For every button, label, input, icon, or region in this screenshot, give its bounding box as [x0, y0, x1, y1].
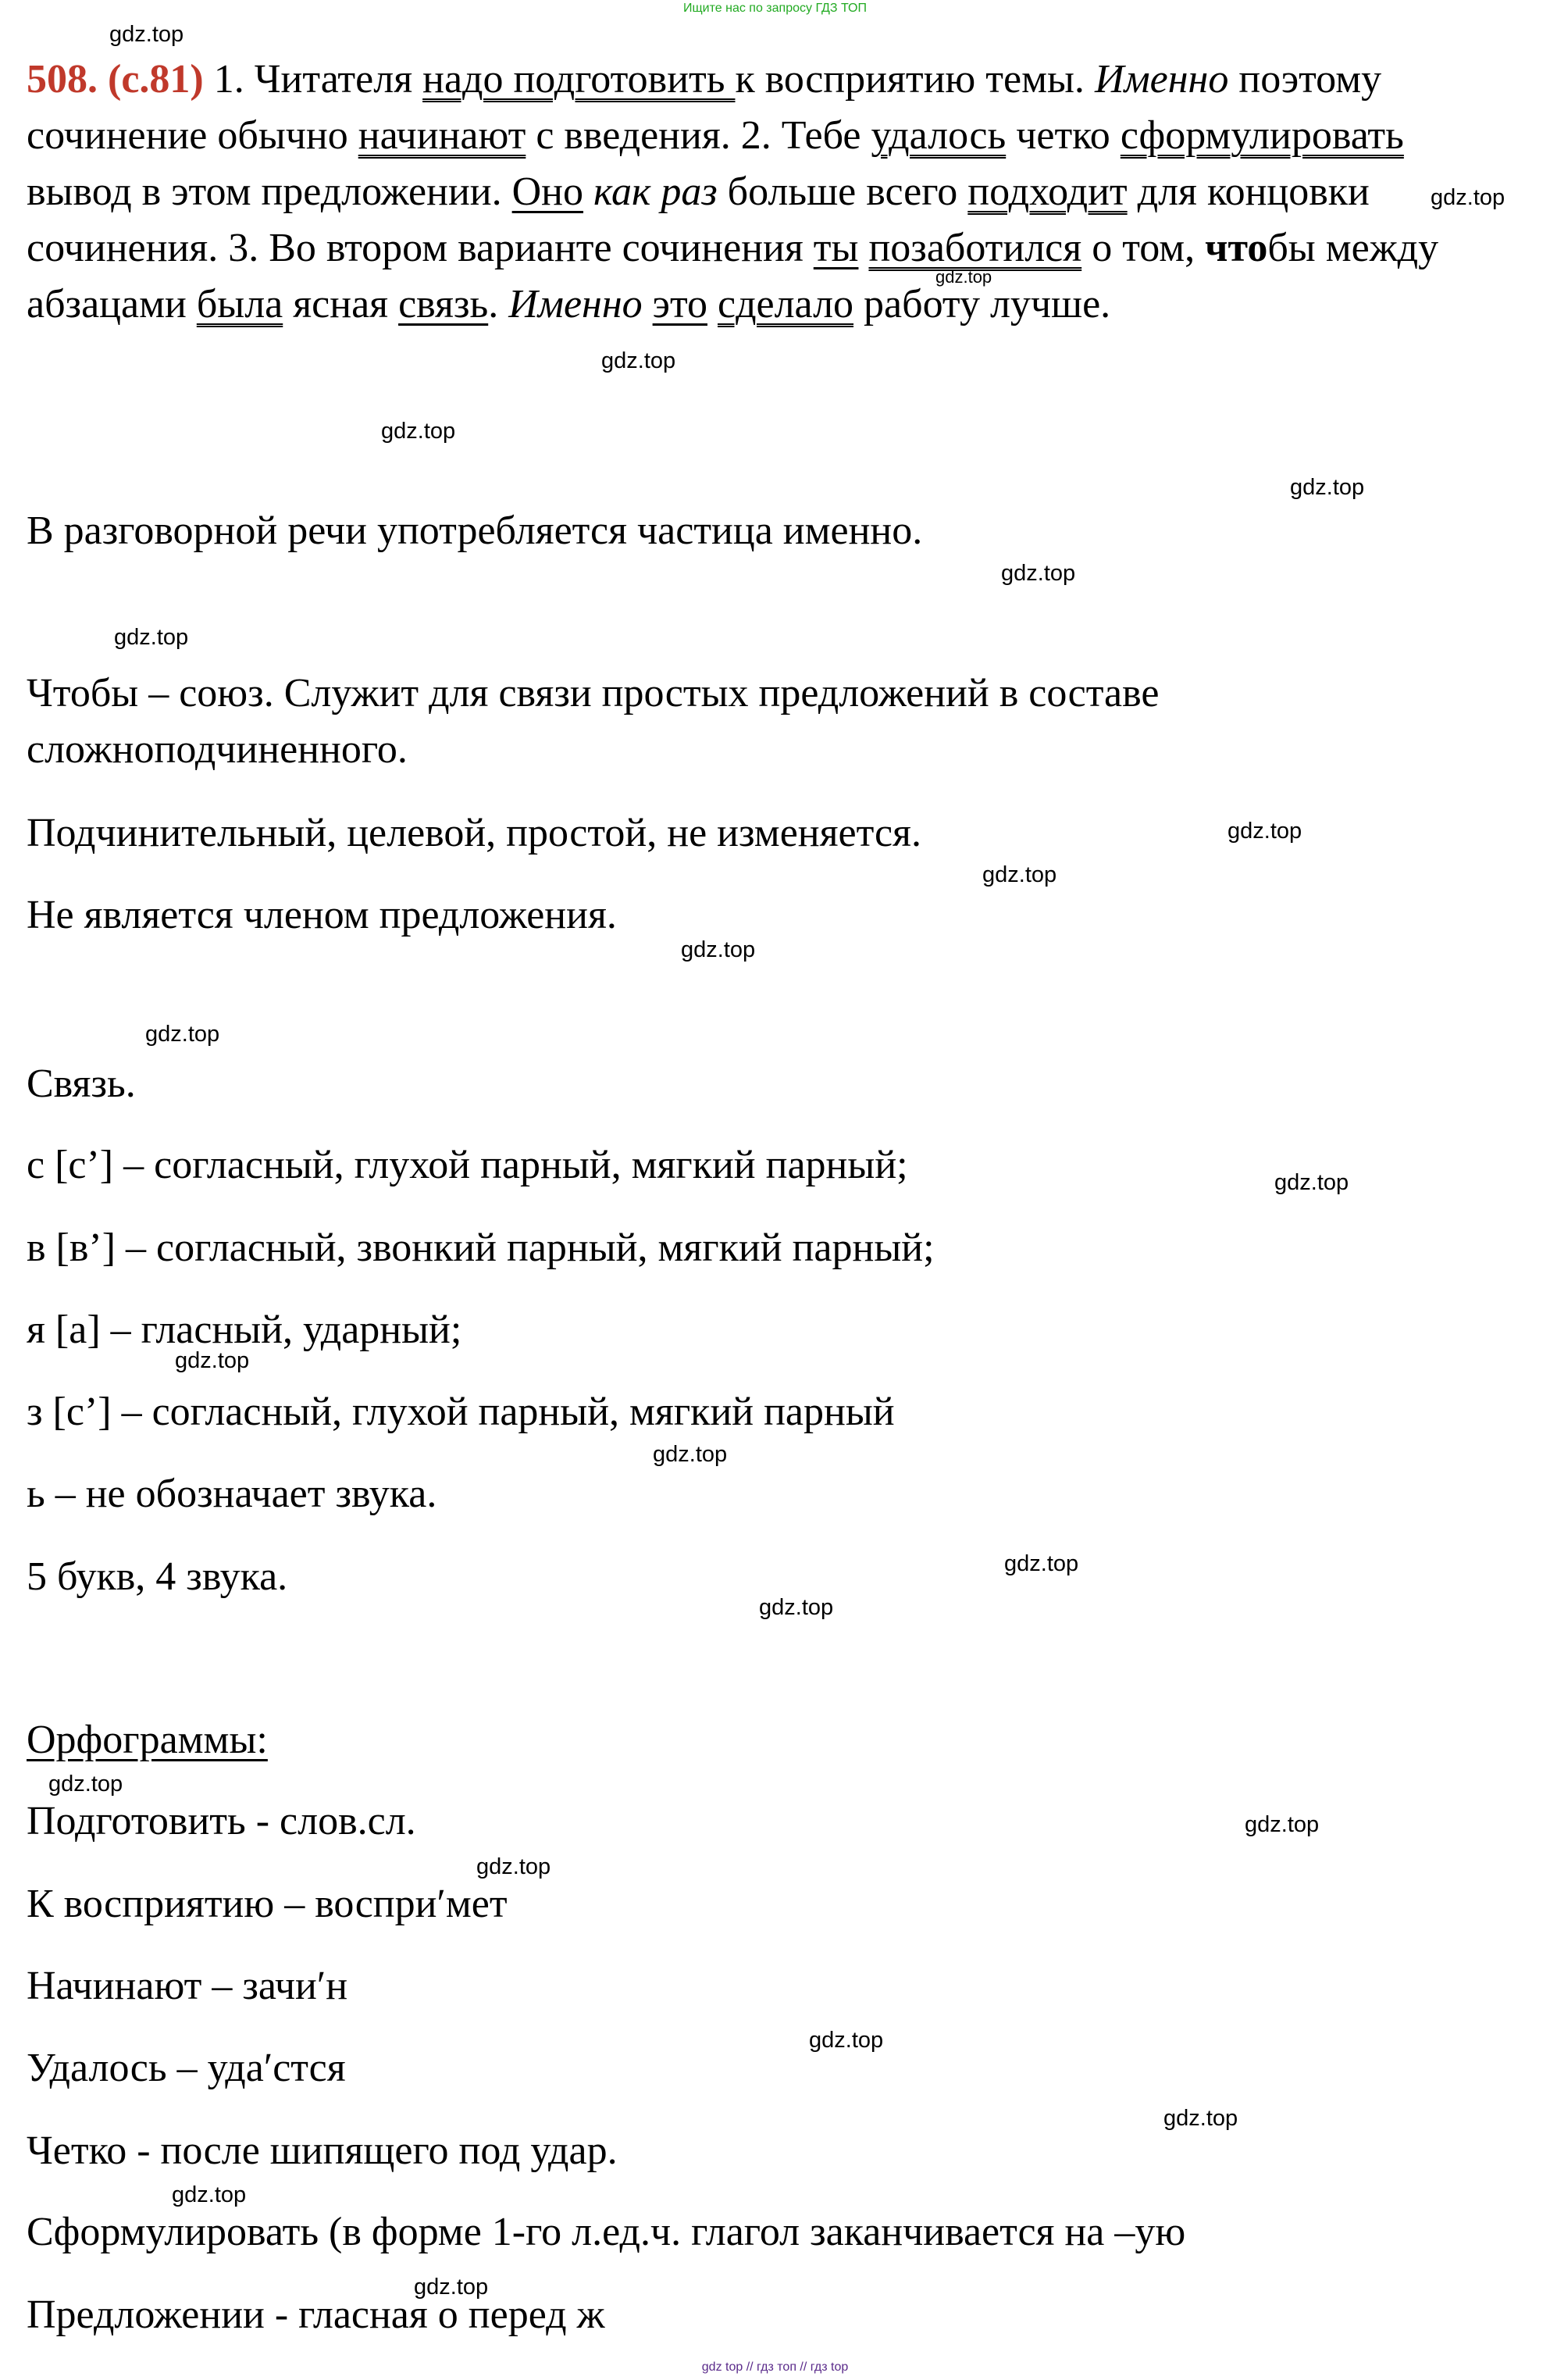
watermark: gdz.top — [809, 2028, 884, 2053]
predicate-underline: надо подготовить — [422, 57, 736, 102]
text-run: больше всего — [717, 169, 968, 214]
subject-underline: это — [652, 282, 707, 326]
predicate-underline: позаботился — [868, 226, 1082, 270]
watermark: gdz.top — [653, 1442, 728, 1467]
top-banner: Ищите нас по запросу ГДЗ ТОП — [683, 2, 867, 15]
exercise-paragraph — [27, 52, 1510, 333]
phonetic-line: с [с’] – согласный, глухой парный, мягкий парный; — [27, 1143, 908, 1187]
text-run — [858, 226, 868, 270]
watermark: gdz.top — [759, 1595, 834, 1620]
phonetic-line: в [в’] – согласный, звонкий парный, мягкий парный; — [27, 1226, 935, 1270]
conjunction-bold: что — [1205, 226, 1268, 270]
watermark: gdz.top — [1431, 185, 1505, 210]
conjunction-features: Подчинительный, целевой, простой, не изменяется. — [27, 811, 921, 855]
watermark: gdz.top — [414, 2275, 489, 2300]
phonetic-word: Связь. — [27, 1062, 136, 1106]
watermark: gdz.top — [601, 348, 676, 373]
text-run: ясная — [283, 282, 399, 326]
orthogram-item: Предложении - гласная о перед ж — [27, 2293, 605, 2337]
text-run: 1. Читателя — [203, 57, 423, 102]
orthogram-item: К восприятию – восприʹмет — [27, 1882, 508, 1926]
phonetic-line: ь – не обозначает звука. — [27, 1472, 437, 1516]
text-run: к восприятию темы. — [735, 57, 1095, 102]
watermark: gdz.top — [1001, 561, 1076, 586]
watermark: gdz.top — [935, 267, 992, 287]
watermark: gdz.top — [114, 625, 189, 650]
phonetic-line: з [с’] – согласный, глухой парный, мягкий парный — [27, 1390, 895, 1434]
orthogram-item: Подготовить - слов.сл. — [27, 1799, 416, 1843]
orthogram-item: Сформулировать (в форме 1-го л.ед.ч. глагол заканчивается на –ую — [27, 2210, 1186, 2254]
orthogram-item: Четко - после шипящего под удар. — [27, 2128, 618, 2173]
watermark: gdz.top — [145, 1022, 220, 1047]
subject-underline: ты — [813, 226, 859, 270]
subject-underline: связь — [398, 282, 489, 326]
particle-note: В разговорной речи употребляется частица именно. — [27, 508, 923, 553]
text-run — [583, 169, 593, 214]
watermark: gdz.top — [172, 2182, 247, 2207]
watermark: gdz.top — [476, 1854, 551, 1879]
exercise-number: 508. (с.81) — [27, 57, 204, 102]
orthograms-heading: Орфограммы: — [27, 1718, 268, 1762]
text-run: с введения. 2. Тебе — [526, 113, 871, 158]
watermark: gdz.top — [1163, 2106, 1238, 2131]
text-run: поэтому сочинение обычно — [27, 57, 1382, 158]
watermark: gdz.top — [1290, 475, 1365, 500]
watermark: gdz.top — [48, 1772, 123, 1797]
conjunction-note-cont: сложноподчиненного. — [27, 727, 408, 772]
phonetic-line: я [а] – гласный, ударный; — [27, 1308, 462, 1352]
watermark: gdz.top — [1274, 1170, 1349, 1195]
text-run — [643, 282, 653, 326]
particle-italic: Именно — [1094, 57, 1229, 102]
phonetic-summary: 5 букв, 4 звука. — [27, 1554, 288, 1599]
text-run: работу лучше. — [853, 282, 1111, 326]
text-run: . — [488, 282, 509, 326]
orthogram-item: Удалось – удаʹстся — [27, 2046, 346, 2090]
conjunction-note: Чтобы – союз. Служит для связи простых предложений в составе — [27, 671, 1160, 715]
conjunction-role: Не является членом предложения. — [27, 893, 617, 937]
watermark: gdz.top — [381, 419, 456, 444]
text-run: четко — [1006, 113, 1121, 158]
orthogram-item: Начинают – зачиʹн — [27, 1964, 348, 2008]
watermark: gdz.top — [982, 862, 1057, 887]
predicate-underline: удалось — [871, 113, 1007, 158]
text-run: вывод в этом предложении. — [27, 169, 512, 214]
subject-underline: Оно — [511, 169, 584, 214]
text-run: о том, — [1081, 226, 1206, 270]
predicate-underline: сформулировать — [1120, 113, 1404, 158]
watermark: gdz.top — [681, 937, 756, 962]
predicate-underline: начинают — [358, 113, 526, 158]
text-run: для концовки сочинения. 3. Во втором варианте сочинения — [27, 169, 1370, 270]
predicate-underline: была — [196, 282, 283, 326]
predicate-underline: подходит — [967, 169, 1128, 214]
watermark: gdz.top — [1228, 819, 1302, 844]
predicate-underline: сделало — [717, 282, 854, 326]
watermark: gdz.top — [1004, 1551, 1079, 1576]
text-run: бы между абзацами — [27, 226, 1439, 326]
text-run — [707, 282, 718, 326]
watermark: gdz.top — [1245, 1812, 1320, 1837]
particle-italic: Именно — [508, 282, 643, 326]
watermark: gdz.top — [175, 1348, 250, 1373]
bottom-banner: gdz top // гдз топ // гдз top — [701, 2360, 849, 2374]
particle-italic: как раз — [593, 169, 718, 214]
watermark: gdz.top — [109, 22, 184, 47]
